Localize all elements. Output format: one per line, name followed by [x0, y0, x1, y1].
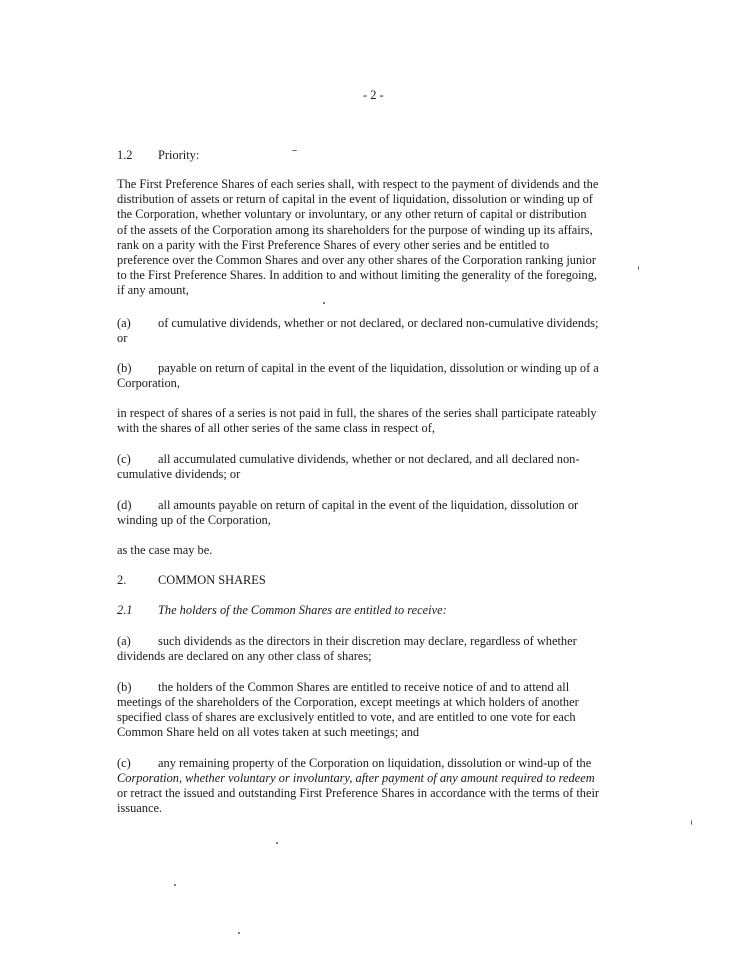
scan-speck: [323, 302, 325, 304]
respect-paragraph: [117, 406, 644, 436]
section-number: 1.2: [117, 148, 133, 162]
list-item-text: or retract the issued and outstanding First Preference Shares in accordance with the terms of their: [117, 786, 600, 800]
list-item-text: such dividends as the directors in their discretion may declare, regardless of whether: [158, 634, 577, 648]
list-item-text: Corporation, whether voluntary or involuntary, after payment of any amount required to redeem: [117, 771, 595, 785]
section-heading: Priority:: [158, 148, 200, 162]
page-number: - 2 -: [363, 88, 384, 102]
section-heading: COMMON SHARES: [158, 573, 266, 587]
scan-speck: [174, 884, 176, 886]
paragraph-line: the Corporation, whether voluntary or involuntary, or any other return of capital or distribution: [117, 207, 587, 222]
scan-speck: [638, 266, 639, 270]
paragraph-line: of the assets of the Corporation among its shareholders for the purpose of winding up its affairs,: [117, 222, 593, 237]
list-item-text: or: [117, 331, 128, 345]
paragraph-line: rank on a parity with the First Preference Shares of every other series and be entitled to: [117, 237, 550, 252]
list-label: (c): [117, 756, 131, 770]
scan-speck: [238, 932, 240, 934]
list-item-text: any remaining property of the Corporation on liquidation, dissolution or wind-up of the: [158, 756, 592, 770]
list-label: (a): [117, 634, 131, 648]
list-item-text: dividends are declared on any other class of shares;: [117, 649, 372, 663]
list-item-text: payable on return of capital in the event of the liquidation, dissolution or winding up of a: [158, 361, 599, 375]
list-label: (b): [117, 361, 132, 375]
priority-paragraph: [117, 177, 644, 299]
section-number: 2.1: [117, 603, 133, 617]
list-item-text: the holders of the Common Shares are entitled to receive notice of and to attend all: [158, 680, 570, 694]
list-label: (d): [117, 498, 132, 512]
list-item-text: meetings of the shareholders of the Corporation, except meetings at which holders of another: [117, 695, 579, 709]
section-number: 2.: [117, 573, 127, 587]
scan-speck: [292, 150, 297, 151]
list-item-text: Common Share held on all votes taken at such meetings; and: [117, 725, 420, 739]
list-label: (b): [117, 680, 132, 694]
list-label: (a): [117, 316, 131, 330]
list-item-text: specified class of shares are exclusively entitled to vote, and are entitled to one vote for each: [117, 710, 576, 724]
list-item-text: all accumulated cumulative dividends, whether or not declared, and all declared non-: [158, 452, 580, 466]
list-item-text: all amounts payable on return of capital in the event of the liquidation, dissolution or: [158, 498, 579, 512]
paragraph-line: The First Preference Shares of each series shall, with respect to the payment of dividends and the: [117, 177, 599, 191]
list-item-text: of cumulative dividends, whether or not declared, or declared non-cumulative dividends;: [158, 316, 599, 330]
paragraph-line: preference over the Common Shares and over any other shares of the Corporation ranking junior: [117, 253, 596, 268]
paragraph-line: in respect of shares of a series is not paid in full, the shares of the series shall participate rateably: [117, 406, 597, 420]
list-item-text: cumulative dividends; or: [117, 467, 241, 481]
list-item-text: issuance.: [117, 801, 163, 815]
list-label: (c): [117, 452, 131, 466]
paragraph-line: with the shares of all other series of the same class in respect of,: [117, 421, 435, 436]
paragraph-line: to the First Preference Shares. In addition to and without limiting the generality of the foregoing,: [117, 268, 598, 283]
scan-speck: [276, 842, 278, 844]
list-item-text: Corporation,: [117, 376, 180, 390]
paragraph-line: if any amount,: [117, 283, 189, 298]
closing-text: as the case may be.: [117, 543, 213, 557]
scan-speck: [691, 820, 692, 825]
paragraph-line: distribution of assets or return of capital in the event of liquidation, dissolution or winding up of: [117, 192, 593, 207]
section-heading: The holders of the Common Shares are entitled to receive:: [158, 603, 447, 617]
list-item-text: winding up of the Corporation,: [117, 513, 271, 527]
